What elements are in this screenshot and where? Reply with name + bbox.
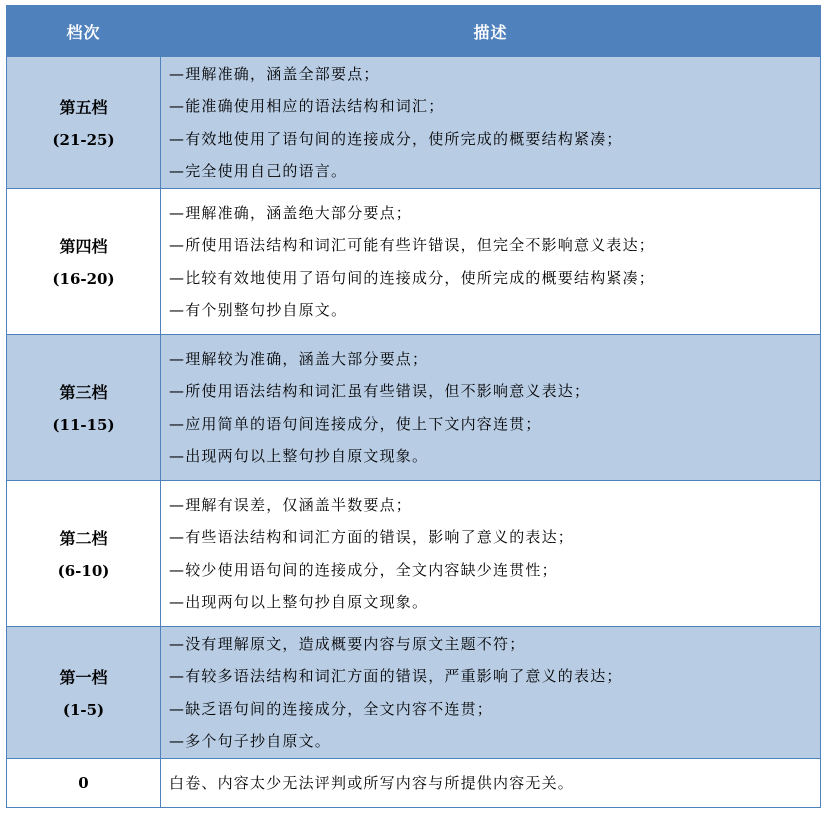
description-line: —多个句子抄自原文。	[169, 732, 332, 750]
grade-range: (11-15)	[52, 415, 115, 434]
description-line: —比较有效地使用了语句间的连接成分，使所完成的概要结构紧凑；	[169, 268, 656, 287]
grade-range: (6-10)	[57, 561, 110, 580]
description-cell	[161, 57, 821, 189]
grade-name: 0	[78, 774, 89, 792]
description-line: —出现两句以上整句抄自原文现象。	[169, 447, 429, 465]
grade-name: 第五档	[59, 97, 108, 117]
grade-cell	[7, 189, 161, 335]
description-line: —理解准确，涵盖绝大部分要点；	[169, 203, 413, 222]
description-line: —理解有误差，仅涵盖半数要点；	[169, 495, 413, 514]
grade-name: 第三档	[59, 382, 108, 402]
table-header-row	[7, 6, 821, 57]
description-line: —完全使用自己的语言。	[169, 162, 348, 180]
description-line: —缺乏语句间的连接成分，全文内容不连贯；	[169, 699, 494, 718]
grade-cell	[7, 627, 161, 759]
description-cell	[161, 627, 821, 759]
grade-name: 第四档	[59, 236, 108, 256]
grade-cell	[7, 335, 161, 481]
description-line: —所使用语法结构和词汇可能有些许错误，但完全不影响意义表达；	[169, 236, 656, 254]
description-cell	[161, 335, 821, 481]
grade-range: (1-5)	[62, 700, 105, 719]
description-line: —有个别整句抄自原文。	[169, 301, 348, 319]
description-line: —应用简单的语句间连接成分，使上下文内容连贯；	[169, 414, 542, 433]
grade-cell	[7, 57, 161, 189]
header-grade: 档次	[7, 6, 161, 57]
table-row	[7, 759, 821, 808]
grade-range: (21-25)	[52, 130, 115, 149]
table-row	[7, 627, 821, 759]
grade-cell	[7, 759, 161, 808]
description-line: —没有理解原文，造成概要内容与原文主题不符；	[169, 634, 526, 653]
table-row	[7, 57, 821, 189]
header-description: 描述	[161, 6, 821, 57]
description-line: —较少使用语句间的连接成分，全文内容缺少连贯性；	[169, 560, 558, 579]
grade-name: 第一档	[59, 667, 108, 687]
description-line: —能准确使用相应的语法结构和词汇；	[169, 97, 445, 115]
description-cell	[161, 759, 821, 808]
grade-name: 第二档	[59, 528, 108, 548]
description-cell	[161, 189, 821, 335]
description-line: —所使用语法结构和词汇虽有些错误，但不影响意义表达；	[169, 382, 591, 400]
table-row	[7, 189, 821, 335]
description-line: —有较多语法结构和词汇方面的错误，严重影响了意义的表达；	[169, 667, 623, 685]
description-line: —出现两句以上整句抄自原文现象。	[169, 593, 429, 611]
grade-cell	[7, 481, 161, 627]
description-line: —理解准确，涵盖全部要点；	[169, 64, 380, 83]
description-cell	[161, 481, 821, 627]
description-line: —理解较为准确，涵盖大部分要点；	[169, 349, 429, 368]
table-row	[7, 481, 821, 627]
scoring-rubric-table	[6, 5, 821, 808]
description-line: —有些语法结构和词汇方面的错误，影响了意义的表达；	[169, 528, 575, 546]
grade-range: (16-20)	[52, 269, 115, 288]
table-row	[7, 335, 821, 481]
description-line: —有效地使用了语句间的连接成分，使所完成的概要结构紧凑；	[169, 129, 623, 148]
description-line: 白卷、内容太少无法评判或所写内容与所提供内容无关。	[169, 773, 575, 792]
